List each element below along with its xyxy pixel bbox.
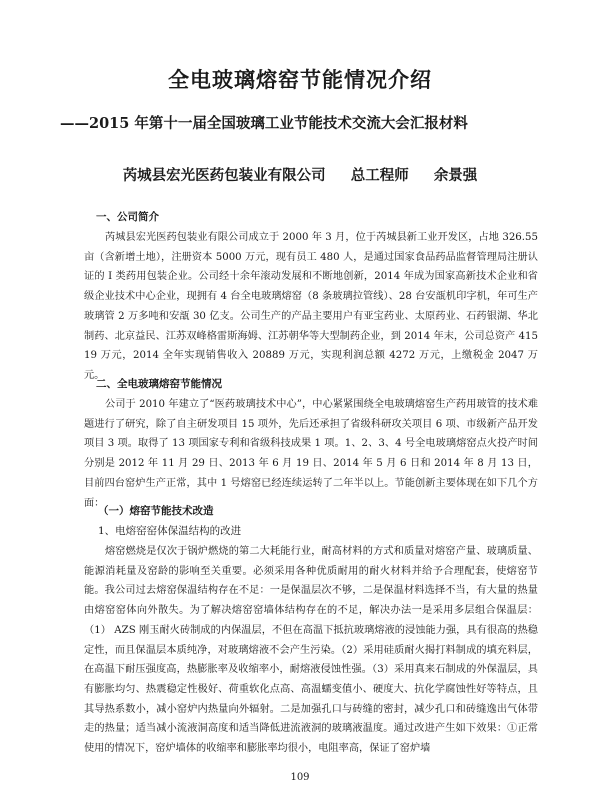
section-1-paragraph: 芮城县宏光医药包装业有限公司成立于 2000 年 3 月，位于芮城县新工业开发区，占地 326.55 亩（含新增土地），注册资本 5000 万元，现有员工 480 人，是通过国家食品药品监督管理局注册认证的 I 类药用包装企业。公司经十余年滚动发展和不断地创新，2014 年成为国家高新技术企业和省级企业技术中心企业，现拥有 4 台全电玻璃熔窑（8 条玻璃拉管线）、28 台安瓿机印字机，年可生产玻璃管 2 万多吨和安瓿 30 亿支。公司生产的产品主要用户有亚宝药业、太原药业、石药银湖、华北制药、北京益民、江苏双峰格雷斯海姆、江苏朝华等大型制药企业，到 2014 年末，公司总资产 41519 万元，2014 全年实现销售收入 20889 万元，实现利润总额 4272 万元，上缴税金 2047 万元。 [84,232,538,381]
section-heading-1: 一、公司简介 [96,211,159,223]
document-subtitle: ——2015 年第十一届全国玻璃工业节能技术交流大会汇报材料 [60,115,468,132]
author-name: 余景强 [433,168,478,184]
subsection-heading: （一）熔窑节能技术改造 [98,505,214,517]
author-line [0,164,600,185]
section-heading-2: 二、全电玻璃熔窑节能情况 [96,378,222,390]
section-2-paragraph: 公司于 2010 年建立了“医药玻璃技术中心”，中心紧紧围绕全电玻璃熔窑生产药用玻管的技术难题进行了研究，除了自主研发项目 15 项外，先后还承担了省级科研攻关项目 6 项、市级新产品开发项目 3 项。取得了 13 项国家专利和省级科技成果 1 项。1、2、3、4 号全电玻璃熔窑点火投产时间分别是 2012 年 11 月 29 日、2013 年 6 月 19 日、2014 年 5 月 6 日和 2014 年 8 月 13 日，目前四台窑炉生产正常，其中 1 号熔窑已经连续运转了二年半以上。节能创新主要体现在如下几个方面： [84,399,538,509]
subsection-item: 1、电熔窑窑体保温结构的改进 [98,525,242,537]
page-number: 109 [290,772,310,783]
document-title: 全电玻璃熔窑节能情况介绍 [168,68,432,92]
author-position: 总工程师 [350,168,409,184]
subsection-paragraph: 熔窑燃烧是仅次于锅炉燃烧的第二大耗能行业，耐高材料的方式和质量对熔窑产量、玻璃质量、能源消耗量及窑龄的影响至关重要。必须采用各种优质耐用的耐火材料并给予合理配套，使熔窑节能。我公司过去熔窑保温结构存在不足：一是保温层次不够，二是保温材料选择不当，有大量的热量由熔窑窑体向外散失。为了解决熔窑窑墙体结构存在的不足，解决办法一是采用多层组合保温层：（1） AZS 刚玉耐火砖制成的内保温层，不但在高温下抵抗玻璃熔液的浸蚀能力强，具有很高的热稳定性，而且保温层本质纯净，对玻璃熔液不会产生污染。（2）采用硅质耐火揭打料制成的填充料层，在高温下耐压强度高，热膨胀率及收缩率小，耐熔液侵蚀性强。（3）采用真来石制成的外保温层，具有膨胀均匀、热震稳定性极好、荷重软化点高、高温蠕变值小、硬度大、抗化学腐蚀性好等特点，且其导热系数小，减小窑炉内热量向外辐射。二是加强孔口与砖缝的密封，减少孔口和砖缝逸出气体带走的热量；适当减小流液洞高度和适当降低进流液洞的玻璃液温度。通过改进产生如下效果：①正常使用的情况下，窑炉墙体的收缩率和膨胀率均很小，电阻率高，保证了窑炉墙 [84,546,538,755]
author-company: 芮城县宏光医药包装业有限公司 [122,168,326,184]
